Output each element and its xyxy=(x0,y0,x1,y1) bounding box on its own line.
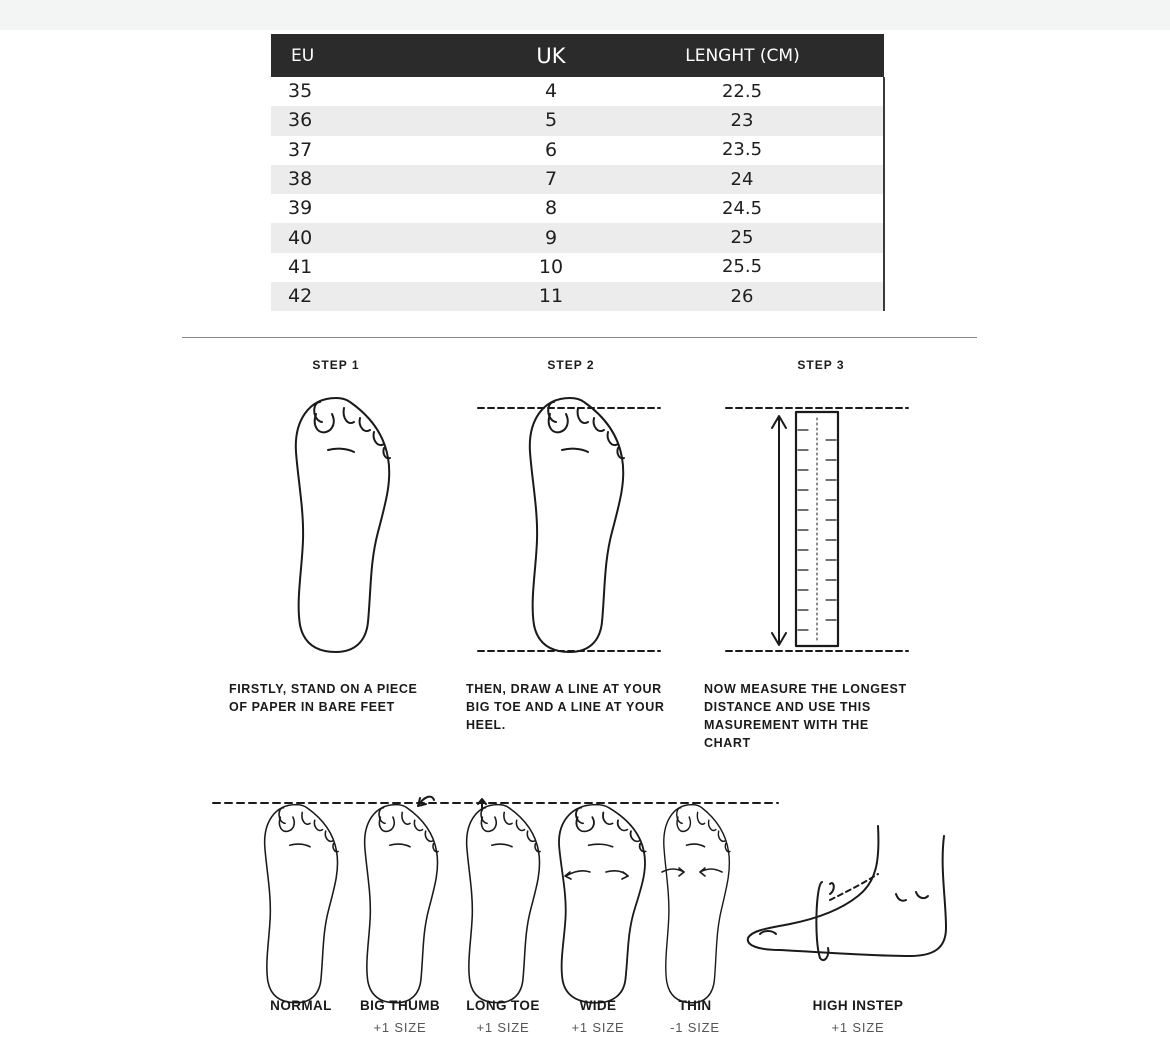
step-2-title: STEP 2 xyxy=(547,358,595,372)
cell-length: 25.5 xyxy=(601,253,884,282)
foot-type-size: -1 SIZE xyxy=(670,1020,720,1035)
step-3-text: NOW MEASURE THE LONGEST DISTANCE AND USE THIS MASUREMENT WITH THE CHART xyxy=(704,682,907,750)
foot-type-size: +1 SIZE xyxy=(571,1020,625,1035)
step-1-title: STEP 1 xyxy=(312,358,360,372)
step-2-text: THEN, DRAW A LINE AT YOUR BIG TOE AND A LINE AT YOUR HEEL. xyxy=(466,682,665,732)
header-length: LENGHT (CM) xyxy=(601,34,884,77)
header-eu: EU xyxy=(271,34,501,77)
cell-length: 22.5 xyxy=(601,77,884,106)
foot-outline-icon xyxy=(365,805,438,1003)
cell-eu: 36 xyxy=(271,106,501,135)
cell-uk: 5 xyxy=(501,106,601,135)
foot-type-big-thumb: BIG THUMB xyxy=(359,998,441,1013)
cell-eu: 42 xyxy=(271,282,501,311)
cell-uk: 7 xyxy=(501,165,601,194)
foot-outline-icon xyxy=(467,805,540,1003)
foot-outline-icon xyxy=(559,805,646,1003)
cell-eu: 37 xyxy=(288,138,313,161)
cell-length: 26 xyxy=(601,282,884,311)
foot-outline-icon xyxy=(265,805,338,1003)
foot-type-wide: WIDE xyxy=(579,998,617,1013)
foot-type-thin: THIN xyxy=(678,998,712,1013)
cell-eu: 41 xyxy=(288,255,313,278)
foot-outline-icon xyxy=(530,398,624,652)
width-arrows-icon xyxy=(565,871,628,879)
foot-type-size: +1 SIZE xyxy=(476,1020,530,1035)
foot-type-size: +1 SIZE xyxy=(831,1020,885,1035)
cell-uk: 11 xyxy=(501,282,601,311)
foot-type-long-toe: LONG TOE xyxy=(466,998,540,1013)
cell-length: 23.5 xyxy=(601,136,884,165)
foot-type-normal: NORMAL xyxy=(270,998,332,1013)
foot-type-high-instep: HIGH INSTEP xyxy=(812,998,904,1013)
step-1-text: FIRSTLY, STAND ON A PIECE OF PAPER IN BARE FEET xyxy=(229,682,418,714)
cell-eu: 39 xyxy=(288,197,313,220)
cell-uk: 9 xyxy=(501,223,601,252)
cell-length: 24 xyxy=(601,165,884,194)
header-uk: UK xyxy=(501,34,601,77)
foot-outline-icon xyxy=(664,805,730,1003)
cell-eu: 40 xyxy=(271,223,501,252)
cell-length: 24.5 xyxy=(601,194,884,223)
cell-uk: 6 xyxy=(544,138,558,161)
cell-eu: 38 xyxy=(271,165,501,194)
cell-length: 25 xyxy=(601,223,884,252)
side-foot-icon xyxy=(748,826,946,960)
cell-eu: 35 xyxy=(288,80,313,103)
cell-length: 23 xyxy=(601,106,884,135)
width-arrows-icon xyxy=(662,868,722,876)
cell-uk: 10 xyxy=(538,255,564,278)
ruler-icon xyxy=(796,412,838,646)
foot-outline-icon xyxy=(296,398,390,652)
step-3-title: STEP 3 xyxy=(797,358,845,372)
measure-arrow-icon xyxy=(772,416,786,645)
foot-type-size: +1 SIZE xyxy=(373,1020,427,1035)
cell-uk: 4 xyxy=(544,80,558,103)
cell-uk: 8 xyxy=(544,197,558,220)
